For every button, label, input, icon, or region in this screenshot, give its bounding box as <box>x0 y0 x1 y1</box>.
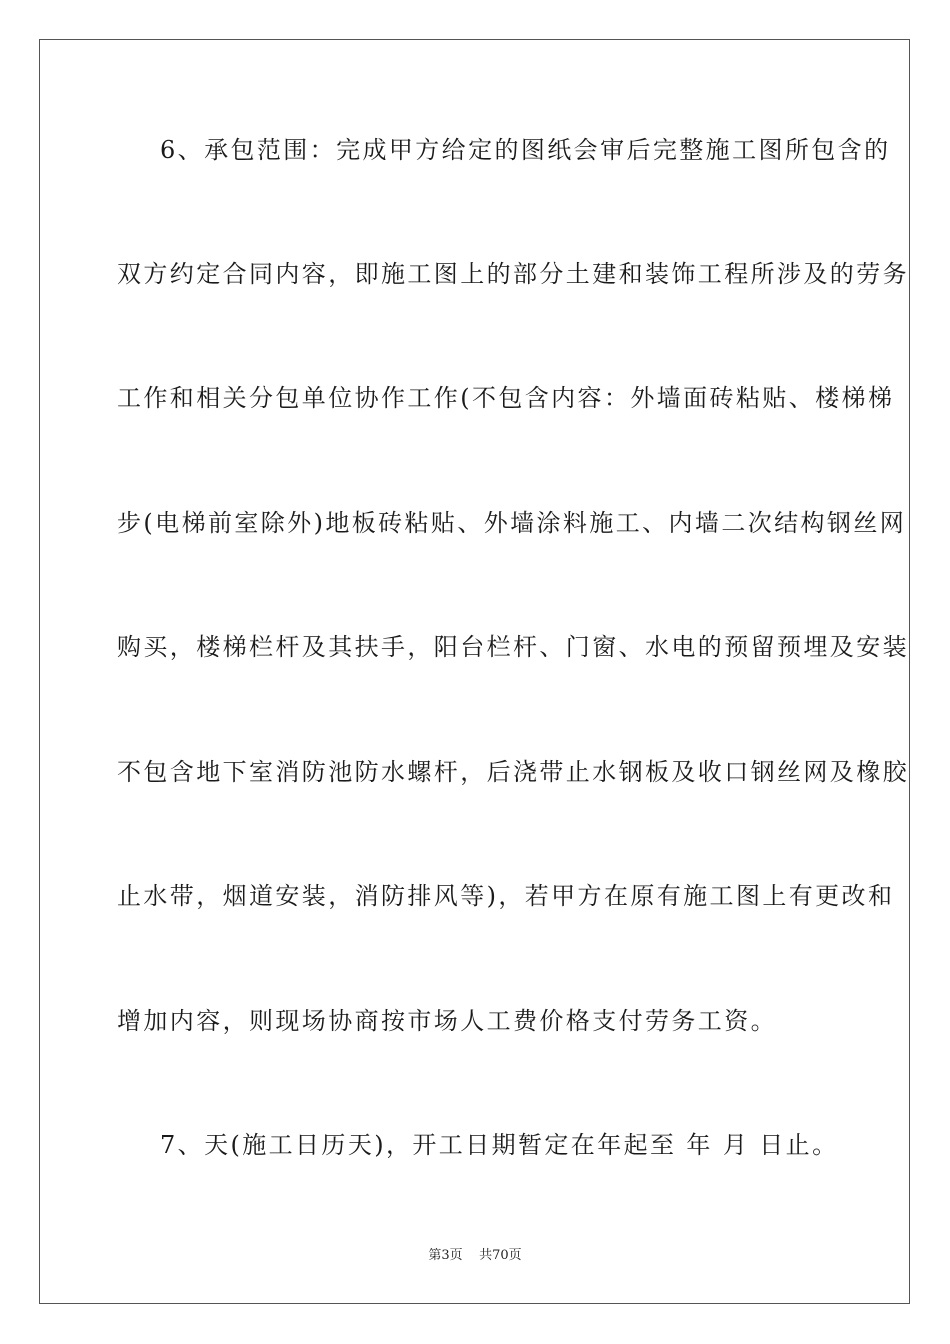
paragraph-6-line-4: 步(电梯前室除外)地板砖粘贴、外墙涂料施工、内墙二次结构钢丝网 <box>117 509 907 537</box>
paragraph-6-line-6: 不包含地下室消防池防水螺杆，后浇带止水钢板及收口钢丝网及橡胶 <box>117 758 909 786</box>
page-border <box>39 39 910 1304</box>
paragraph-7-line-1: 7、天(施工日历天)，开工日期暂定在年起至 年 月 日止。 <box>160 1131 839 1159</box>
paragraph-6-line-8: 增加内容，则现场协商按市场人工费价格支付劳务工资。 <box>117 1007 777 1035</box>
paragraph-6-line-7: 止水带，烟道安装，消防排风等)，若甲方在原有施工图上有更改和 <box>117 882 895 910</box>
paragraph-6-line-5: 购买，楼梯栏杆及其扶手，阳台栏杆、门窗、水电的预留预埋及安装 <box>117 633 909 661</box>
page-number-footer: 第3页 共70页 <box>428 1248 522 1263</box>
paragraph-6-line-1: 6、承包范围：完成甲方给定的图纸会审后完整施工图所包含的 <box>160 136 891 164</box>
paragraph-6-line-3: 工作和相关分包单位协作工作(不包含内容：外墙面砖粘贴、楼梯梯 <box>117 384 895 412</box>
paragraph-6-line-2: 双方约定合同内容，即施工图上的部分土建和装饰工程所涉及的劳务 <box>117 260 909 288</box>
